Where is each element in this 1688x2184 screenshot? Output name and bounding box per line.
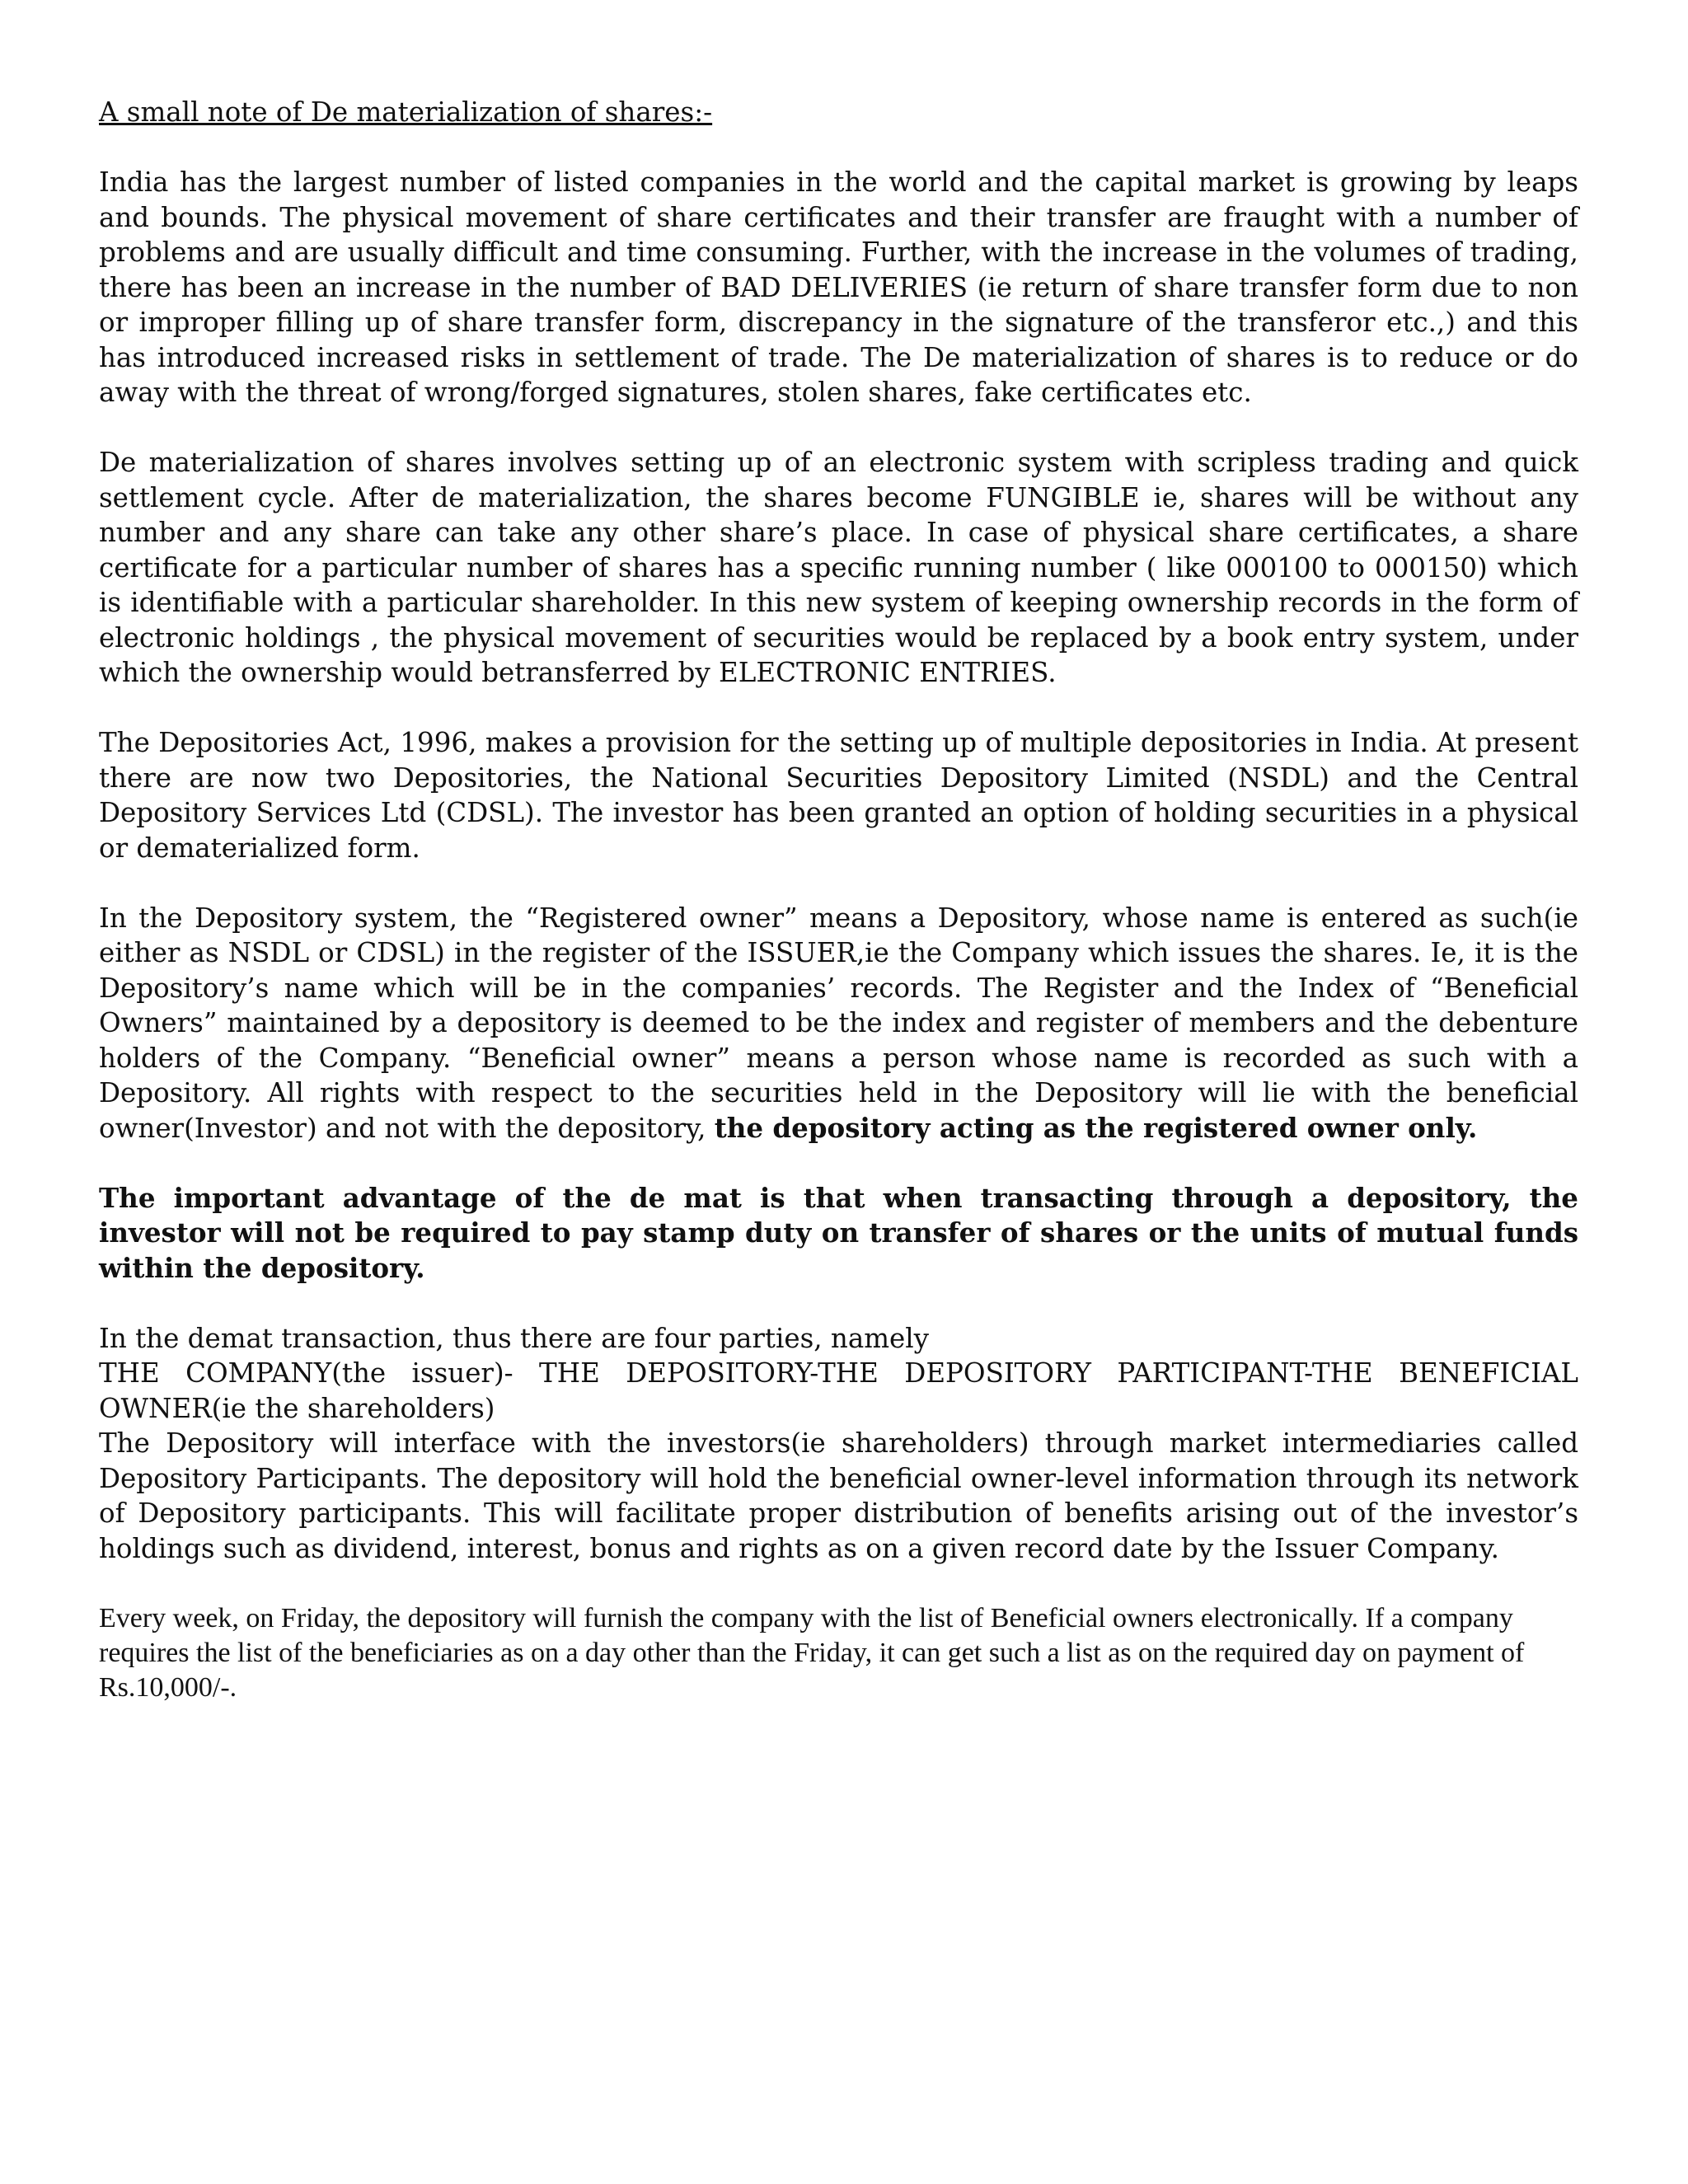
registered-owner-text: In the Depository system, the “Registered owner” means a Depository, whose name is entered as such(ie either as NSDL or CDSL) in the register of the ISSUER,ie the Company which issues the shares. Ie, it is the Depository’s name which will be in the companies’ records. The Register and the Index of “Beneficial Owners” maintained by a depository is deemed to be the index and register of members and the debenture holders of the Company. “Beneficial owner” means a person whose name is recorded as such with a Depository. All rights with respect to the securities held in the Depository will lie with the beneficial owner(Investor) and not with the depository, — [99, 902, 1578, 1144]
document-title: A small note of De materialization of shares:- — [99, 96, 713, 128]
paragraph-depositories-act: The Depositories Act, 1996, makes a provision for the setting up of multiple depositories in India. At present there are now two Depositories, the National Securities Depository Limited (NSDL) and the Central Depository Services Ltd (CDSL). The investor has been granted an option of holding securities in a physical or dematerialized form. — [99, 727, 1578, 864]
paragraph-depository-participants: The Depository will interface with the investors(ie shareholders) through market intermediaries called Depository Participants. The depository will hold the beneficial owner-level information through its network of Depository participants. This will facilitate proper distribution of benefits arising out of the investor’s holdings such as dividend, interest, bonus and rights as on a given record date by the Issuer Company. — [99, 1427, 1578, 1564]
paragraph-stamp-duty-advantage: The important advantage of the de mat is that when transacting through a depository, the investor will not be required to pay stamp duty on transfer of shares or the units of mutual funds within the depository. — [99, 1181, 1578, 1284]
paragraph-dematerialization: De materialization of shares involves setting up of an electronic system with scripless trading and quick settlement cycle. After de materialization, the shares become FUNGIBLE ie, shares will be without any number and any share can take any other share’s place. In case of physical share certificates, a share certificate for a particular number of shares has a specific running number ( like 000100 to 000150) which is identifiable with a particular shareholder. In this new system of keeping ownership records in the form of electronic holdings , the physical movement of securities would be replaced by a book entry system, under which the ownership would betransferred by ELECTRONIC ENTRIES. — [99, 447, 1578, 688]
paragraph-registered-owner — [99, 901, 1578, 1146]
paragraph-parties-list: THE COMPANY(the issuer)- THE DEPOSITORY-THE DEPOSITORY PARTICIPANT-THE BENEFICIAL OWNER(ie the shareholders) — [99, 1357, 1578, 1424]
paragraph-four-parties: In the demat transaction, thus there are four parties, namely — [99, 1322, 930, 1354]
paragraph-friday-list: Every week, on Friday, the depository will furnish the company with the list of Beneficial owners electronically. If a company requires the list of the beneficiaries as on a day other than the Friday, it can get such a list as on the required day on payment of Rs.10,000/-. — [99, 1602, 1525, 1703]
registered-owner-emphasis: the depository acting as the registered owner only. — [714, 1111, 1478, 1144]
document-page — [99, 95, 1578, 1740]
paragraph-intro: India has the largest number of listed companies in the world and the capital market is growing by leaps and bounds. The physical movement of share certificates and their transfer are fraught with a number of problems and are usually difficult and time consuming. Further, with the increase in the volumes of trading, there has been an increase in the number of BAD DELIVERIES (ie return of share transfer form due to non or improper filling up of share transfer form, discrepancy in the signature of the transferor etc.,) and this has introduced increased risks in settlement of trade. The De materialization of shares is to reduce or do away with the threat of wrong/forged signatures, stolen shares, fake certificates etc. — [99, 166, 1578, 408]
